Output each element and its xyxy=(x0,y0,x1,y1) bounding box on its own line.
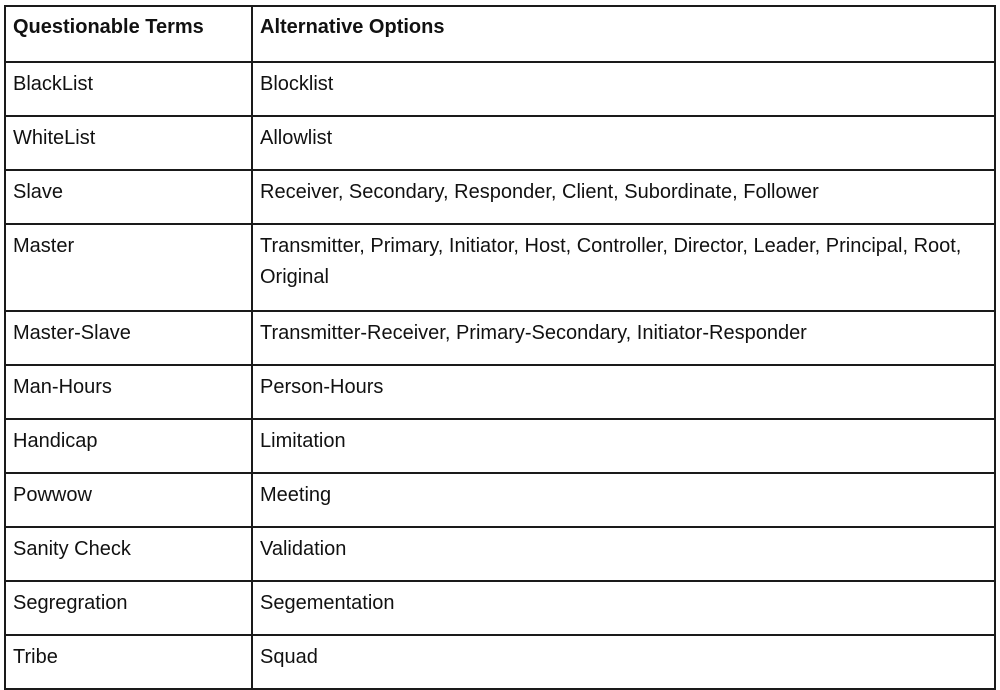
table-row xyxy=(5,419,995,473)
questionable-term-cell: Handicap xyxy=(5,419,252,473)
terms-table xyxy=(4,5,996,690)
questionable-term-cell: WhiteList xyxy=(5,116,252,170)
questionable-term-cell: Sanity Check xyxy=(5,527,252,581)
table-row xyxy=(5,473,995,527)
table-row xyxy=(5,62,995,116)
header-questionable-terms: Questionable Terms xyxy=(5,6,252,62)
questionable-term-cell: Master-Slave xyxy=(5,311,252,365)
table-row xyxy=(5,527,995,581)
questionable-term-cell: Segregration xyxy=(5,581,252,635)
alternative-options-cell: Transmitter-Receiver, Primary-Secondary, Initiator-Responder xyxy=(252,311,995,365)
alternative-options-cell: Transmitter, Primary, Initiator, Host, Controller, Director, Leader, Principal, Root, Original xyxy=(252,224,995,311)
alternative-options-cell: Squad xyxy=(252,635,995,689)
table-row xyxy=(5,224,995,311)
questionable-term-cell: Powwow xyxy=(5,473,252,527)
table-row xyxy=(5,311,995,365)
terms-table-container xyxy=(4,5,994,690)
table-row xyxy=(5,170,995,224)
table-row xyxy=(5,365,995,419)
alternative-options-cell: Blocklist xyxy=(252,62,995,116)
alternative-options-cell: Limitation xyxy=(252,419,995,473)
alternative-options-cell: Segementation xyxy=(252,581,995,635)
table-header-row xyxy=(5,6,995,62)
alternative-options-cell: Allowlist xyxy=(252,116,995,170)
alternative-options-cell: Person-Hours xyxy=(252,365,995,419)
questionable-term-cell: Slave xyxy=(5,170,252,224)
table-row xyxy=(5,581,995,635)
table-row xyxy=(5,635,995,689)
alternative-options-cell: Receiver, Secondary, Responder, Client, Subordinate, Follower xyxy=(252,170,995,224)
table-row xyxy=(5,116,995,170)
questionable-term-cell: Master xyxy=(5,224,252,311)
questionable-term-cell: Tribe xyxy=(5,635,252,689)
alternative-options-cell: Validation xyxy=(252,527,995,581)
alternative-options-cell: Meeting xyxy=(252,473,995,527)
header-alternative-options: Alternative Options xyxy=(252,6,995,62)
questionable-term-cell: BlackList xyxy=(5,62,252,116)
questionable-term-cell: Man-Hours xyxy=(5,365,252,419)
